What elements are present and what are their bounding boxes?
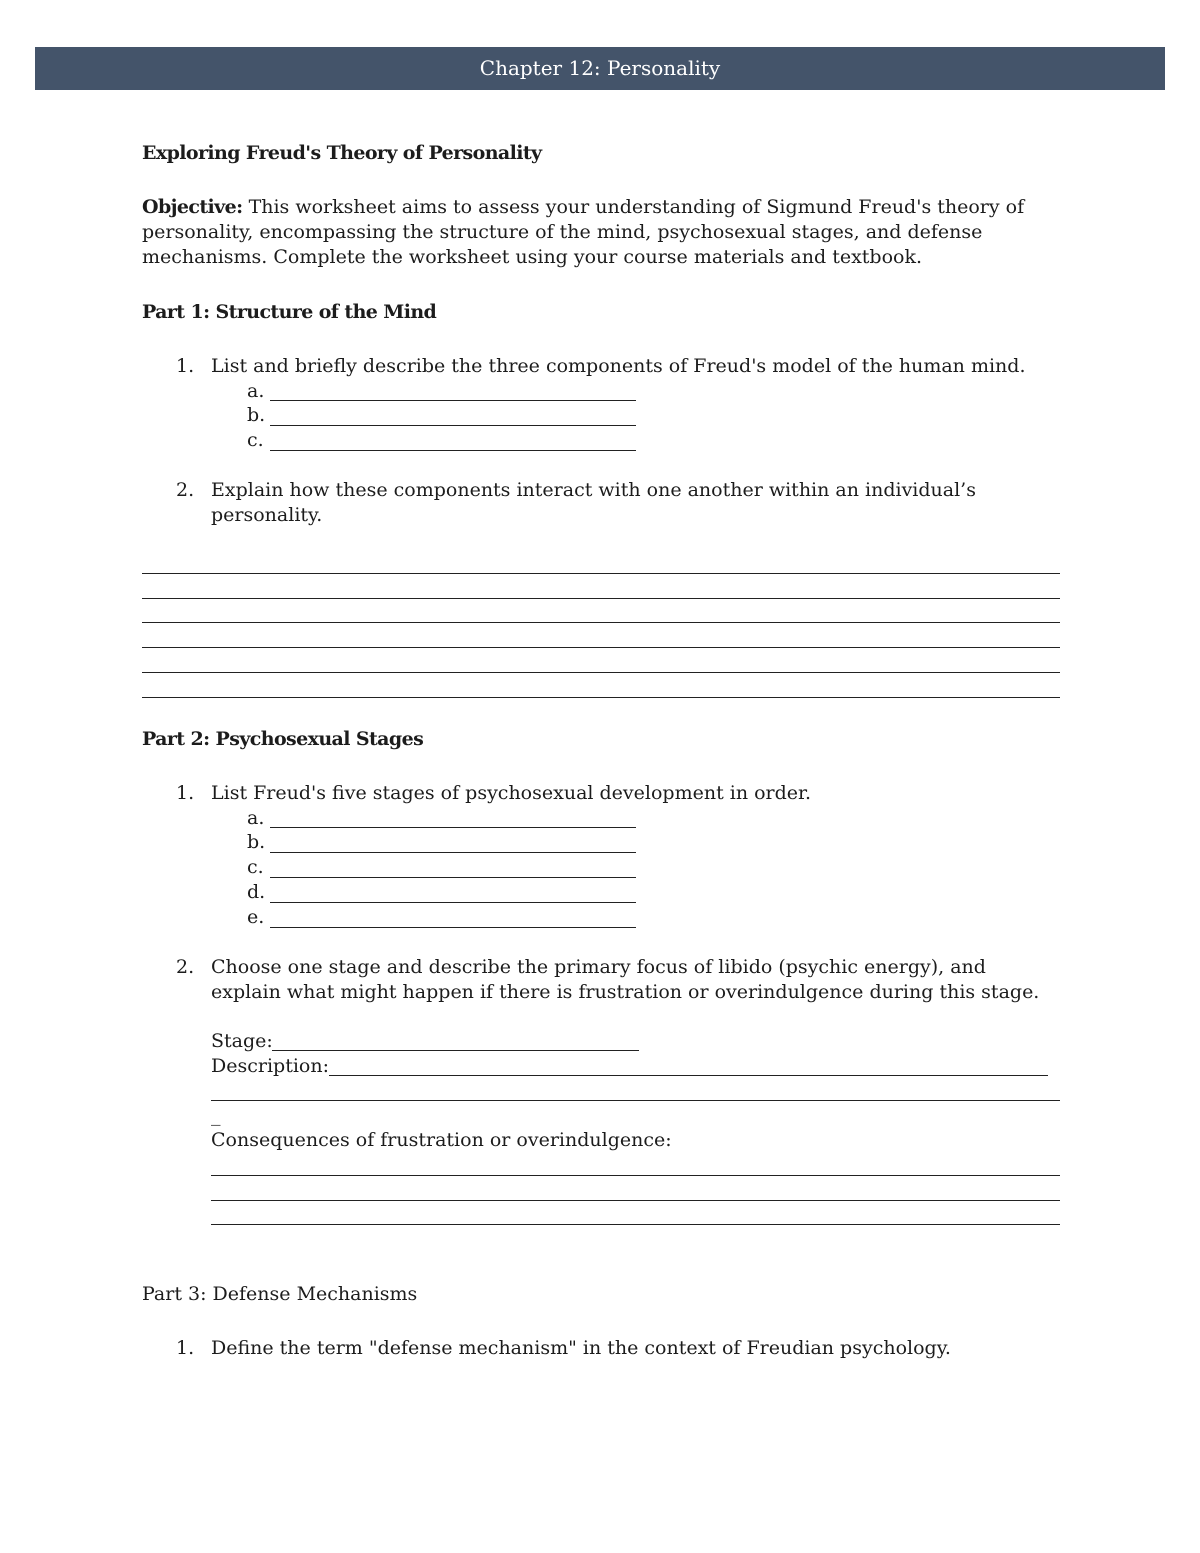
- consequences-answer-line-1[interactable]: [211, 1175, 1060, 1176]
- chapter-header-bar: [35, 47, 1165, 90]
- part2-q2-text-1: Choose one stage and describe the primary focus of libido (psychic energy), and: [211, 956, 986, 978]
- description-label: Description:: [211, 1055, 329, 1077]
- part1-q1-answer-a[interactable]: [270, 400, 636, 401]
- part1-q2-text-1: Explain how these components interact with one another within an individual’s: [211, 479, 976, 501]
- part2-q2-text-2: explain what might happen if there is frustration or overindulgence during this stage.: [211, 981, 1040, 1003]
- objective-text-2: personality, encompassing the structure of the mind, psychosexual stages, and defense: [142, 221, 983, 243]
- part2-heading: Part 2: Psychosexual Stages: [142, 728, 424, 750]
- consequences-answer-line-3[interactable]: [211, 1224, 1060, 1225]
- part1-q2-answer-line-1[interactable]: [142, 573, 1060, 574]
- part2-q1-answer-c[interactable]: [270, 877, 636, 878]
- part1-q2-text-2: personality.: [211, 504, 323, 526]
- description-answer-line-1[interactable]: [329, 1075, 1048, 1076]
- part3-heading: Part 3: Defense Mechanisms: [142, 1283, 418, 1305]
- part1-q2-answer-line-4[interactable]: [142, 647, 1060, 648]
- part2-q1-answer-a[interactable]: [270, 827, 636, 828]
- part2-q1-letter-e: e.: [247, 906, 265, 928]
- part1-q2-answer-line-2[interactable]: [142, 598, 1060, 599]
- part2-q1-letter-b: b.: [247, 831, 266, 853]
- part1-q2-answer-line-5[interactable]: [142, 672, 1060, 673]
- part2-q1-letter-a: a.: [247, 807, 265, 829]
- stage-answer-line[interactable]: [272, 1050, 639, 1051]
- chapter-title: Chapter 12: Personality: [479, 56, 721, 80]
- part2-q1-text: List Freud's five stages of psychosexual development in order.: [211, 782, 812, 804]
- description-stray-mark: _: [211, 1104, 221, 1126]
- part3-q1-text: Define the term "defense mechanism" in the context of Freudian psychology.: [211, 1337, 951, 1359]
- part2-q1-letter-c: c.: [247, 856, 264, 878]
- worksheet-title: Exploring Freud's Theory of Personality: [142, 142, 542, 164]
- part2-q1-answer-e[interactable]: [270, 927, 636, 928]
- part2-q1-answer-d[interactable]: [270, 902, 636, 903]
- description-answer-line-2[interactable]: [211, 1100, 1060, 1101]
- part3-q1-number: 1.: [176, 1337, 195, 1359]
- consequences-label: Consequences of frustration or overindulgence:: [211, 1129, 672, 1151]
- objective-label: Objective:: [142, 196, 243, 218]
- objective-text-1: This worksheet aims to assess your understanding of Sigmund Freud's theory of: [248, 196, 1025, 218]
- part1-q1-answer-c[interactable]: [270, 450, 636, 451]
- consequences-answer-line-2[interactable]: [211, 1200, 1060, 1201]
- part2-q1-answer-b[interactable]: [270, 852, 636, 853]
- stage-label: Stage:: [211, 1030, 273, 1052]
- part1-q2-answer-line-6[interactable]: [142, 697, 1060, 698]
- part2-q1-letter-d: d.: [247, 881, 266, 903]
- part2-q1-number: 1.: [176, 782, 195, 804]
- part1-q2-number: 2.: [176, 479, 195, 501]
- part1-q1-number: 1.: [176, 355, 195, 377]
- part1-heading: Part 1: Structure of the Mind: [142, 301, 437, 323]
- part2-q2-number: 2.: [176, 956, 195, 978]
- part1-q1-letter-a: a.: [247, 380, 265, 402]
- part1-q1-letter-c: c.: [247, 429, 264, 451]
- part1-q1-letter-b: b.: [247, 404, 266, 426]
- objective-text-3: mechanisms. Complete the worksheet using your course materials and textbook.: [142, 246, 923, 268]
- part1-q1-text: List and briefly describe the three components of Freud's model of the human mind.: [211, 355, 1026, 377]
- part1-q1-answer-b[interactable]: [270, 425, 636, 426]
- part1-q2-answer-line-3[interactable]: [142, 622, 1060, 623]
- objective-line-1: [142, 195, 1024, 220]
